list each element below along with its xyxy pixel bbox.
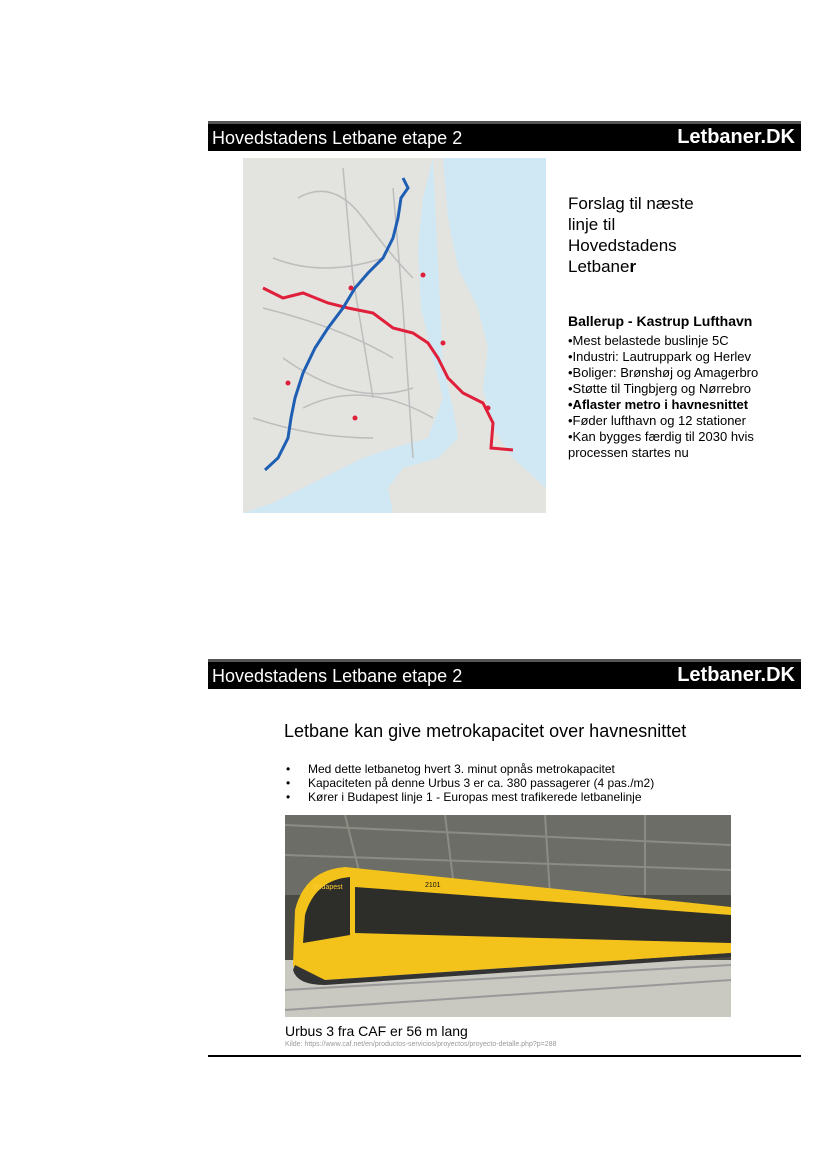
brand-logo: Letbaner.DK — [677, 664, 795, 686]
source-link: Kilde: https://www.caf.net/en/productos-servicios/proyectos/proyecto-detalle.php?p=288 — [285, 1041, 557, 1048]
list-item: •Mest belastede buslinje 5C — [568, 333, 729, 348]
slide-2 — [208, 659, 801, 1059]
slide-header — [208, 121, 801, 151]
list-item: •Aflaster metro i havnesnittet — [568, 397, 749, 412]
tram-destination: Budapest — [313, 884, 343, 891]
list-item: •Kan bygges færdig til 2030 hvis — [568, 429, 754, 444]
header-title: Hovedstadens Letbane etape 2 — [212, 128, 463, 148]
list-item: •Boliger: Brønshøj og Amagerbro — [568, 365, 759, 380]
slide-header — [208, 659, 801, 689]
list-item: •Industri: Lautruppark og Herlev — [568, 349, 752, 364]
slide-1 — [208, 121, 801, 521]
map-graphic — [243, 158, 546, 513]
tram-graphic — [285, 815, 731, 1017]
slide1-title: Forslag til næste linje til Hovedstadens Letbaner — [568, 194, 694, 276]
route-map — [243, 158, 546, 513]
slide1-bullet-list — [568, 333, 798, 461]
list-item: • Med dette letbanetog hvert 3. minut opnås metrokapacitet — [284, 762, 654, 776]
header-title: Hovedstadens Letbane etape 2 — [212, 666, 463, 686]
slide2-bullet-list — [284, 762, 654, 804]
list-item: •Støtte til Tingbjerg og Nørrebro — [568, 381, 752, 396]
tram-number: 2101 — [425, 882, 441, 889]
brand-logo: Letbaner.DK — [677, 126, 795, 148]
list-item: processen startes nu — [568, 445, 689, 460]
list-item: •Føder lufthavn og 12 stationer — [568, 413, 746, 428]
photo-caption: Urbus 3 fra CAF er 56 m lang — [285, 1023, 468, 1039]
slide1-subtitle: Ballerup - Kastrup Lufthavn — [568, 313, 753, 329]
list-item: • Kapaciteten på denne Urbus 3 er ca. 380 passagerer (4 pas./m2) — [284, 776, 654, 790]
divider — [208, 1055, 801, 1057]
slide2-title: Letbane kan give metrokapacitet over havnesnittet — [284, 721, 687, 741]
tram-photo — [285, 815, 731, 1017]
list-item: • Kører i Budapest linje 1 - Europas mest trafikerede letbanelinje — [284, 790, 654, 804]
slide1-text — [568, 193, 798, 461]
